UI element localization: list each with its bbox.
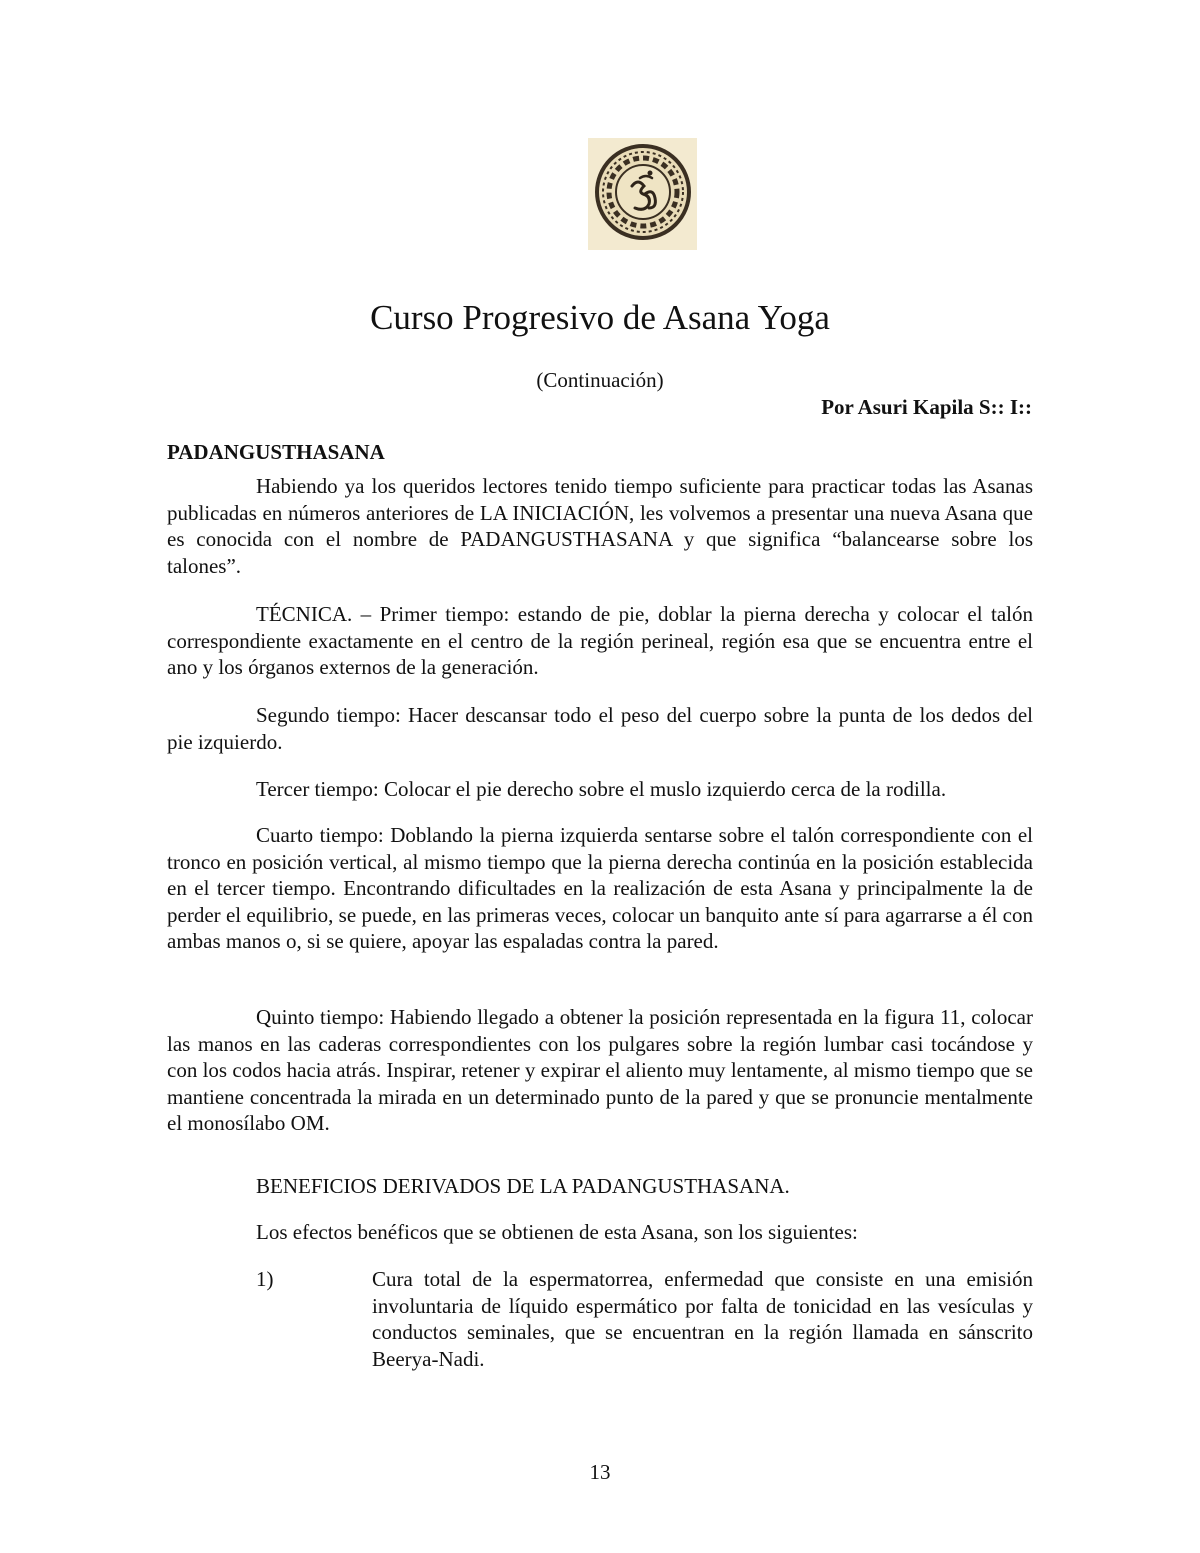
benefits-heading: BENEFICIOS DERIVADOS DE LA PADANGUSTHASANA. (256, 1174, 790, 1198)
paragraph-tercer-tiempo: Tercer tiempo: Colocar el pie derecho sobre el muslo izquierdo cerca de la rodilla. (256, 777, 947, 801)
author-line: Por Asuri Kapila S:: I:: (821, 395, 1032, 419)
page-number: 13 (589, 1460, 611, 1484)
om-seal-icon (588, 138, 697, 250)
benefits-intro: Los efectos benéficos que se obtienen de esta Asana, son los siguientes: (256, 1220, 858, 1244)
page-title: Curso Progresivo de Asana Yoga (370, 298, 830, 337)
section-heading: PADANGUSTHASANA (167, 440, 385, 464)
paragraph-tecnica: TÉCNICA. – Primer tiempo: estando de pie, doblar la pierna derecha y colocar el talón correspondiente exactamente en el centro de la región perineal, región esa que se encuentra entre el ano y los órganos externos de la generación. (167, 602, 1033, 679)
paragraph-cuarto-tiempo: Cuarto tiempo: Doblando la pierna izquierda sentarse sobre el talón correspondiente con el tronco en posición vertical, al mismo tiempo que la pierna derecha continúa en la posición establecida en el tercer tiempo. Encontrando dificultades en la realización de esta Asana y principalmente la de perder el equilibrio, se puede, en las primeras veces, colocar un banquito ante sí para agarrarse a él con ambas manos o, si se quiere, apoyar las espaladas contra la pared. (167, 823, 1033, 953)
list-item-number: 1) (256, 1267, 274, 1291)
paragraph-intro: Habiendo ya los queridos lectores tenido tiempo suficiente para practicar todas las Asanas publicadas en números anteriores de LA INICIACIÓN, les volvemos a presentar una nueva Asana que es conocida con el nombre de PADANGUSTHASANA y que significa “balancearse sobre los talones”. (167, 474, 1033, 578)
page-subtitle: (Continuación) (536, 368, 664, 392)
list-item-text: Cura total de la espermatorrea, enfermedad que consiste en una emisión involuntaria de líquido espermático por falta de tonicidad en las vesículas y conductos seminales, que se encuentran en la región llamada en sánscrito Beerya-Nadi. (372, 1267, 1033, 1371)
paragraph-segundo-tiempo: Segundo tiempo: Hacer descansar todo el peso del cuerpo sobre la punta de los dedos del pie izquierdo. (167, 703, 1033, 754)
paragraph-quinto-tiempo: Quinto tiempo: Habiendo llegado a obtener la posición representada en la figura 11, colocar las manos en las caderas correspondientes con los pulgares sobre la región lumbar casi tocándose y con los codos hacia atrás. Inspirar, retener y expirar el aliento muy lentamente, al mismo tiempo que se mantiene concentrada la mirada en un determinado punto de la pared y que se pronuncie mentalmente el monosílabo OM. (167, 1005, 1033, 1135)
